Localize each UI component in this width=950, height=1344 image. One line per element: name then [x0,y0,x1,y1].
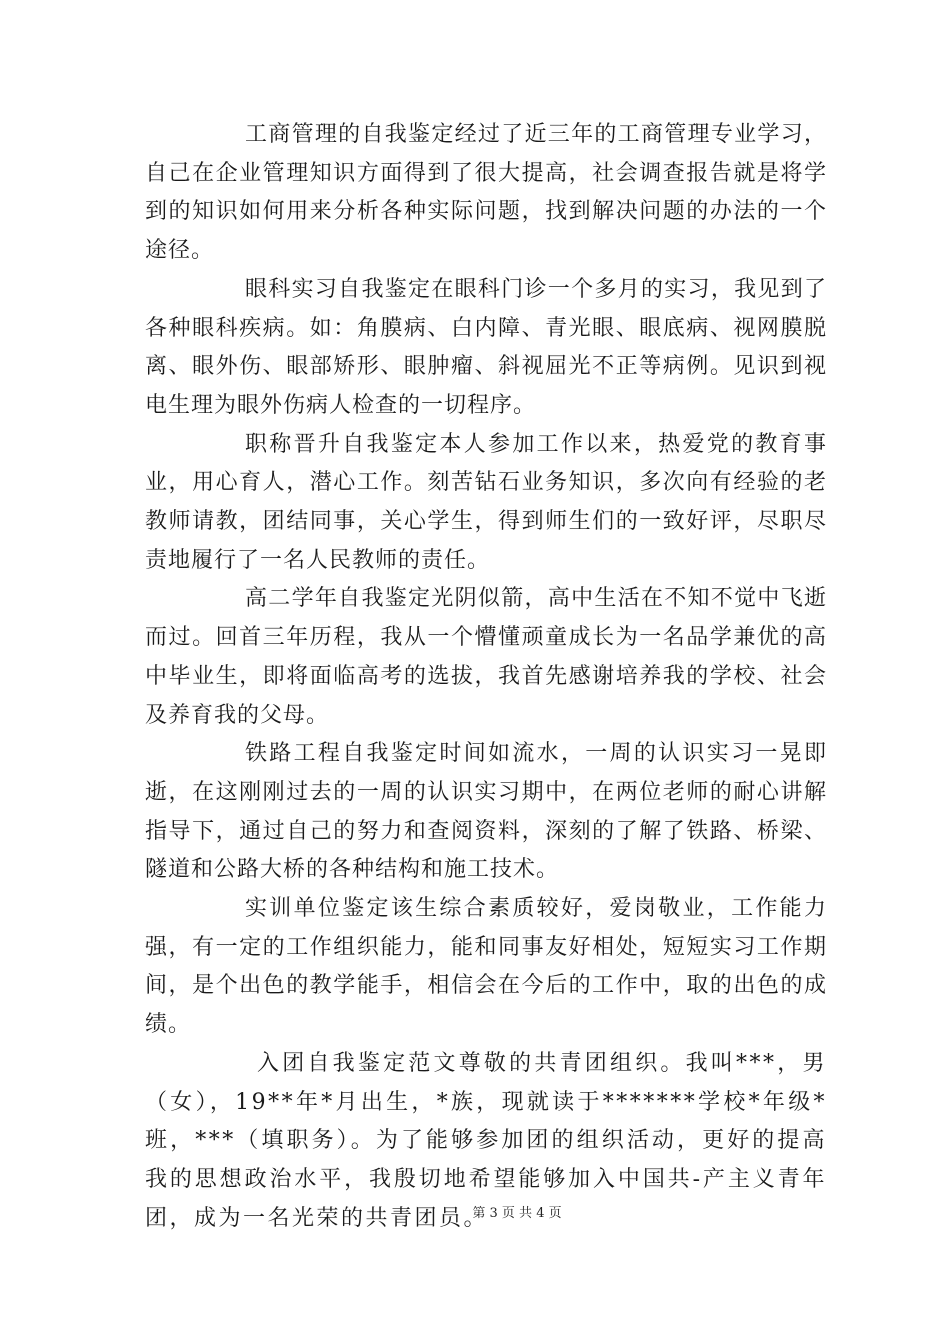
paragraph-railway-engineering: 铁路工程自我鉴定时间如流水，一周的认识实习一晃即逝，在这刚刚过去的一周的认识实习期中，在两位老师的耐心讲解指导下，通过自己的努力和查阅资料，深刻的了解了铁路、桥梁、隧道和公路大桥的各种结构和施工技术。 [145,741,827,883]
paragraph-league-application: 入团自我鉴定范文尊敬的共青团组织。我叫***，男（女），19**年*月出生，*族，现就读于*******学校*年级*班，***（填职务）。为了能够参加团的组织活动，更好的提高我的思想政治水平，我殷切地希望能够加入中国共-产主义青年团，成为一名光荣的共青团员。 [145,1050,827,1231]
paragraph-training-unit: 实训单位鉴定该生综合素质较好，爱岗敬业，工作能力强，有一定的工作组织能力，能和同事友好相处，短短实习工作期间，是个出色的教学能手，相信会在今后的工作中，取的出色的成绩。 [145,896,827,1038]
paragraph-business-management: 工商管理的自我鉴定经过了近三年的工商管理专业学习，自己在企业管理知识方面得到了很大提高，社会调查报告就是将学到的知识如何用来分析各种实际问题，找到解决问题的办法的一个途径。 [145,122,827,264]
paragraph-high-school-year: 高二学年自我鉴定光阴似箭，高中生活在不知不觉中飞逝而过。回首三年历程，我从一个懵懂顽童成长为一名品学兼优的高中毕业生，即将面临高考的选拔，我首先感谢培养我的学校、社会及养育我的父母。 [145,586,827,728]
page-number: 第 3 页 共 4 页 [472,1206,562,1221]
paragraph-ophthalmology-internship: 眼科实习自我鉴定在眼科门诊一个多月的实习，我见到了各种眼科疾病。如：角膜病、白内障、青光眼、眼底病、视网膜脱离、眼外伤、眼部矫形、眼肿瘤、斜视屈光不正等病例。见识到视电生理为眼外伤病人检查的一切程序。 [145,276,827,418]
document-body [145,116,827,1238]
paragraph-title-promotion: 职称晋升自我鉴定本人参加工作以来，热爱党的教育事业，用心育人，潜心工作。刻苦钻石业务知识，多次向有经验的老教师请教，团结同事，关心学生，得到师生们的一致好评，尽职尽责地履行了一名人民教师的责任。 [145,431,827,573]
